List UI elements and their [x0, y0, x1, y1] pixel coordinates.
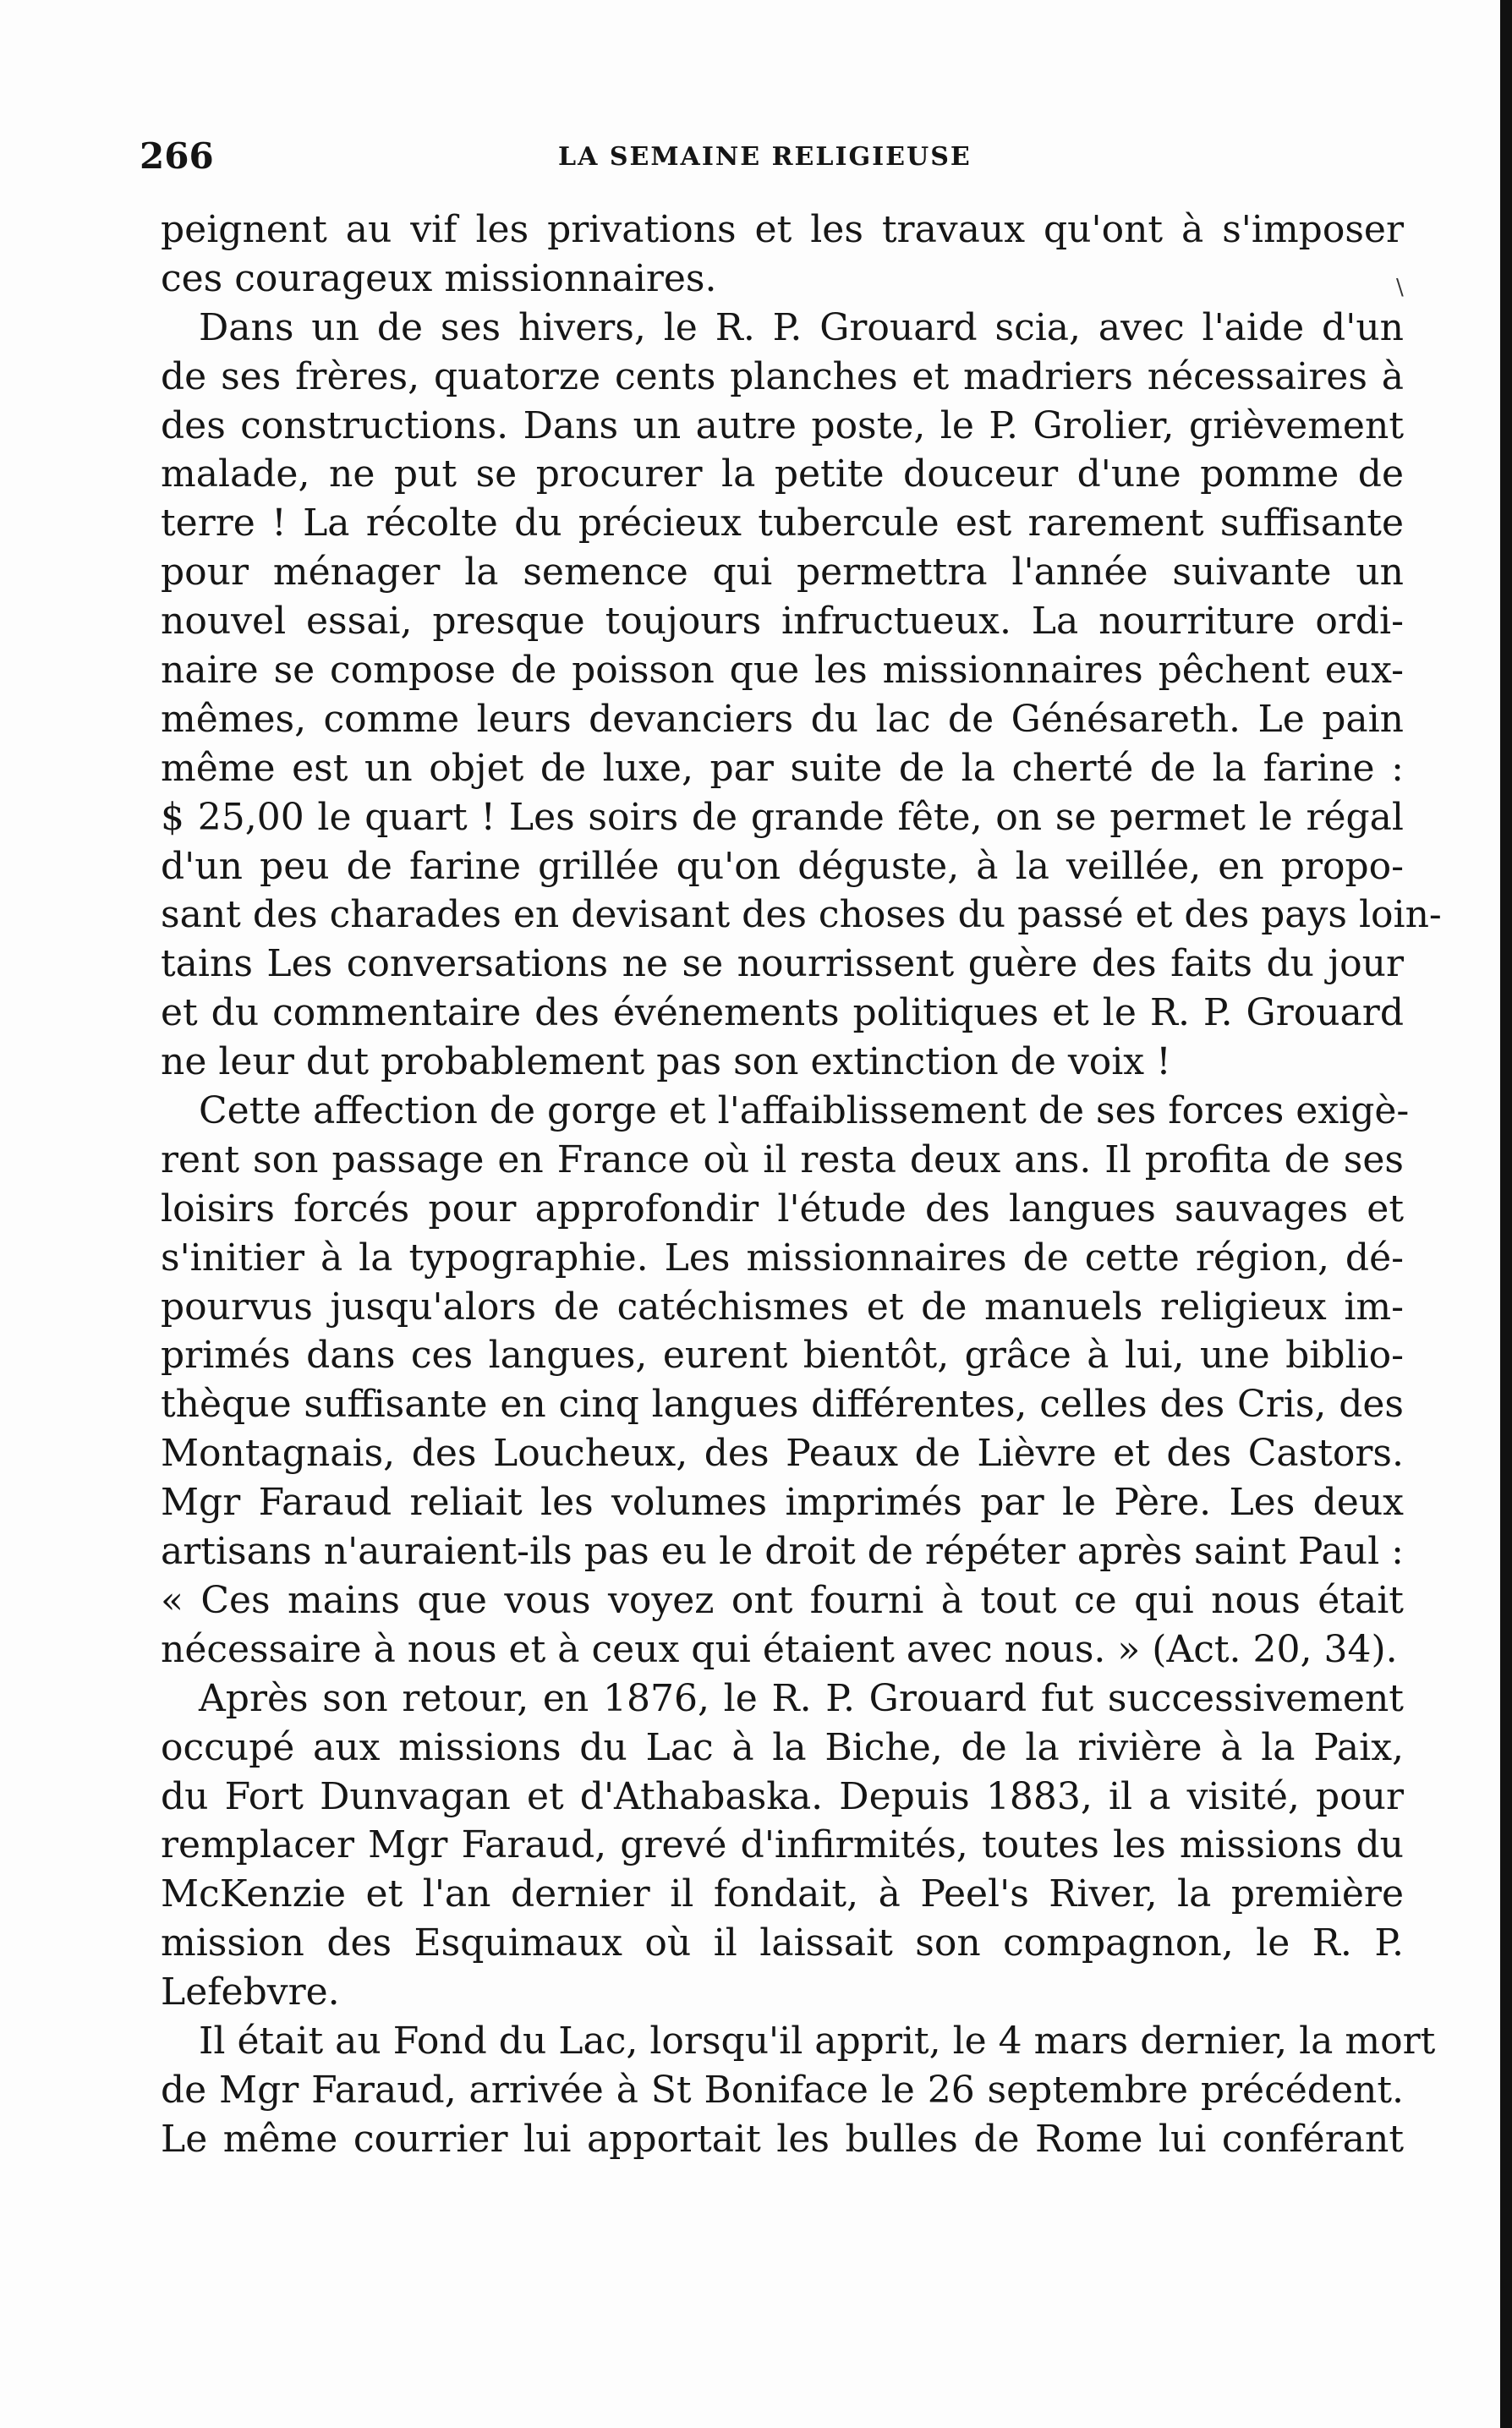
text-line: même est un objet de luxe, par suite de la cherté de la farine :	[161, 746, 1404, 790]
text-line: Mgr Faraud reliait les volumes imprimés par le Père. Les deux	[161, 1481, 1404, 1525]
text-line: Cette affection de gorge et l'affaiblissement de ses forces exigè-	[199, 1089, 1410, 1133]
text-line: peignent au vif les privations et les travaux qu'ont à s'imposer	[161, 208, 1404, 251]
text-line: McKenzie et l'an dernier il fondait, à Peel's River, la première	[161, 1872, 1404, 1916]
text-line: de ses frères, quatorze cents planches et madriers nécessaires à	[161, 354, 1404, 398]
text-line: primés dans ces langues, eurent bientôt, grâce à lui, une biblio-	[161, 1334, 1404, 1378]
text-line: sant des charades en devisant des choses du passé et des pays loin-	[161, 893, 1442, 937]
body-text	[161, 206, 1442, 2164]
text-line: Lefebvre.	[161, 1970, 340, 2014]
text-line: des constructions. Dans un autre poste, le P. Grolier, grièvement	[161, 403, 1404, 447]
text-line: rent son passage en France où il resta deux ans. Il profita de ses	[161, 1137, 1404, 1181]
running-head	[140, 135, 1408, 178]
text-line: nécessaire à nous et à ceux qui étaient avec nous. » (Act. 20, 34).	[161, 1627, 1398, 1671]
text-line: malade, ne put se procurer la petite douceur d'une pomme de	[161, 452, 1404, 496]
text-line: $ 25,00 le quart ! Les soirs de grande fête, on se permet le régal	[161, 795, 1404, 839]
page-edge-shadow	[1500, 0, 1512, 2428]
text-line: Dans un de ses hivers, le R. P. Grouard scia, avec l'aide d'un	[199, 305, 1404, 349]
text-line: et du commentaire des événements politiques et le R. P. Grouard	[161, 991, 1404, 1035]
text-line: ne leur dut probablement pas son extinction de voix !	[161, 1040, 1171, 1084]
text-line: s'initier à la typographie. Les missionnaires de cette région, dé-	[161, 1236, 1404, 1280]
text-line: Après son retour, en 1876, le R. P. Grouard fut successivement	[199, 1676, 1404, 1720]
text-line: occupé aux missions du Lac à la Biche, de la rivière à la Paix,	[161, 1725, 1404, 1769]
text-line: Le même courrier lui apportait les bulles de Rome lui conférant	[161, 2117, 1404, 2161]
text-line: artisans n'auraient-ils pas eu le droit de répéter après saint Paul :	[161, 1530, 1404, 1574]
text-line: remplacer Mgr Faraud, grevé d'infirmités, toutes les missions du	[161, 1823, 1404, 1867]
text-line: du Fort Dunvagan et d'Athabaska. Depuis 1883, il a visité, pour	[161, 1774, 1404, 1818]
text-line: mission des Esquimaux où il laissait son compagnon, le R. P.	[161, 1921, 1404, 1965]
text-line: d'un peu de farine grillée qu'on déguste, à la veillée, en propo-	[161, 844, 1404, 888]
text-line: thèque suffisante en cinq langues différentes, celles des Cris, des	[161, 1383, 1404, 1427]
text-line: ces courageux missionnaires.	[161, 256, 717, 300]
text-line: Il était au Fond du Lac, lorsqu'il apprit, le 4 mars dernier, la mort	[199, 2019, 1436, 2063]
text-line: pourvus jusqu'alors de catéchismes et de manuels religieux im-	[161, 1285, 1404, 1329]
text-line: de Mgr Faraud, arrivée à St Boniface le 26 septembre précédent.	[161, 2068, 1404, 2112]
text-line: pour ménager la semence qui permettra l'année suivante un	[161, 551, 1404, 595]
text-line: terre ! La récolte du précieux tubercule est rarement suffisante	[161, 501, 1404, 545]
text-line: « Ces mains que vous voyez ont fourni à tout ce qui nous était	[161, 1578, 1404, 1622]
stray-mark: \	[1396, 275, 1404, 300]
text-line: nouvel essai, presque toujours infructueux. La nourriture ordi-	[161, 600, 1404, 644]
text-line: mêmes, comme leurs devanciers du lac de Génésareth. Le pain	[161, 697, 1404, 741]
text-line: naire se compose de poisson que les missionnaires pêchent eux-	[161, 649, 1404, 693]
text-line: loisirs forcés pour approfondir l'étude des langues sauvages et	[161, 1187, 1404, 1230]
text-line: tains Les conversations ne se nourrissent guère des faits du jour	[161, 942, 1404, 986]
page-number: 266	[140, 135, 214, 177]
running-title: LA SEMAINE RELIGIEUSE	[558, 142, 972, 172]
text-line: Montagnais, des Loucheux, des Peaux de Lièvre et des Castors.	[161, 1432, 1404, 1476]
